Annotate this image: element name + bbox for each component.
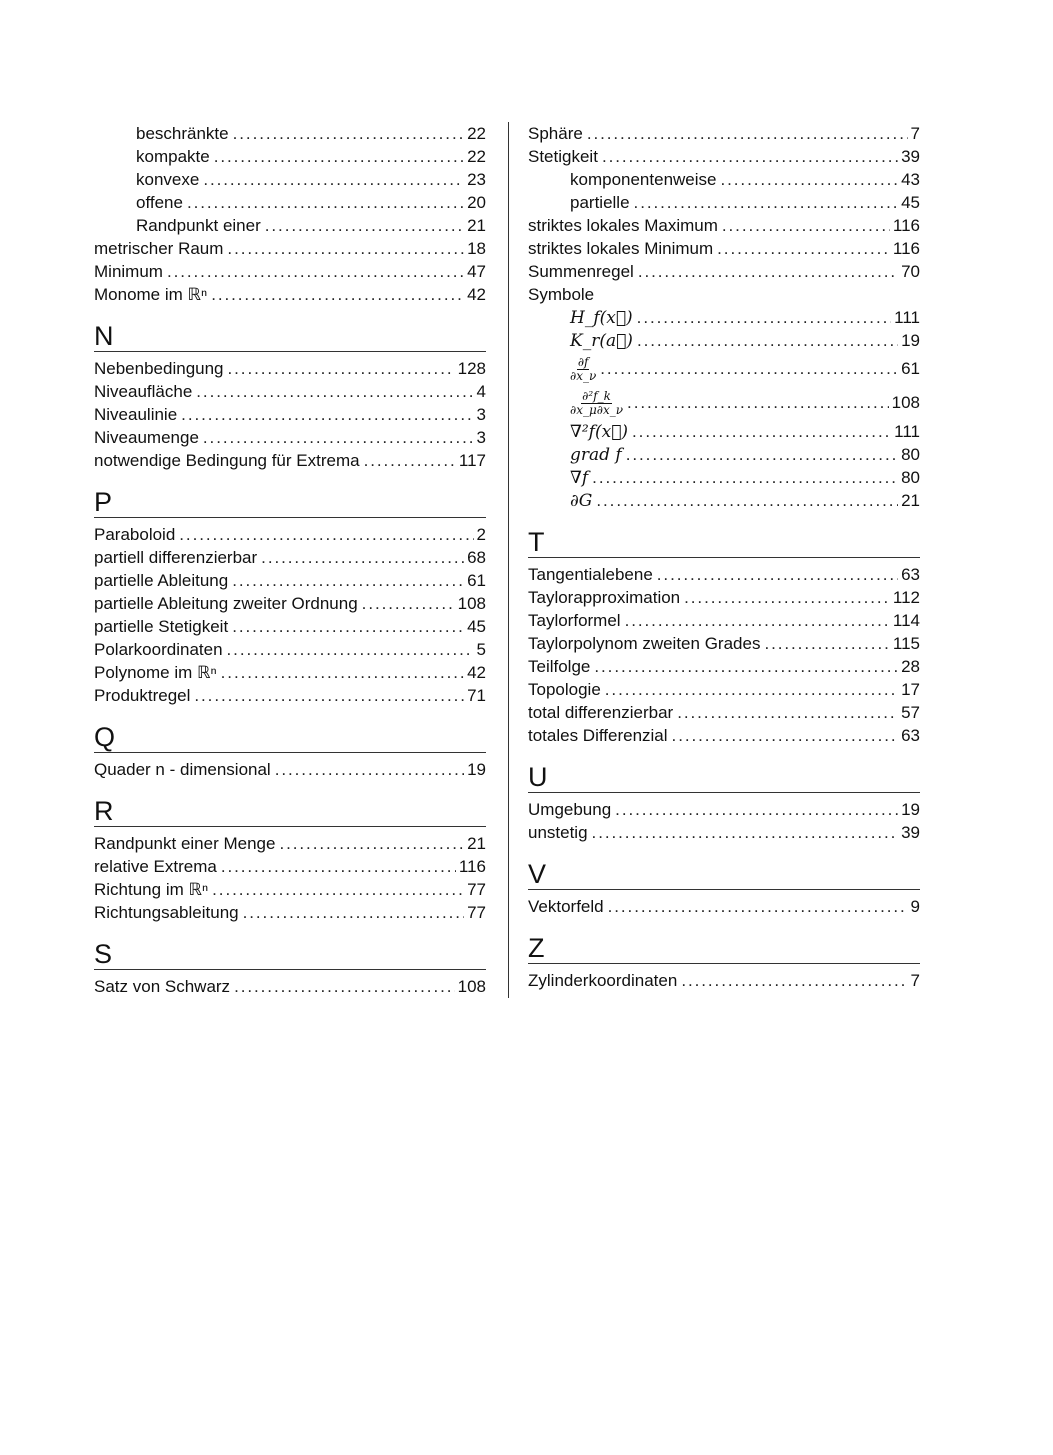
index-entry [94,283,486,306]
index-entry [94,975,486,998]
entry-label: grad f [570,445,622,465]
page-number: 57 [901,703,920,722]
index-entry [94,523,486,546]
entry-label: konvexe [136,170,200,189]
entry-label: partielle Ableitung zweiter Ordnung [94,594,358,613]
page-number: 45 [467,617,486,636]
entry-label: total differenzierbar [528,703,674,722]
index-entry [94,661,486,684]
page-number: 116 [892,239,920,258]
entry-label: offene [136,193,183,212]
entry-label: Stetigkeit [528,147,598,166]
page-number: 42 [467,285,486,304]
page-number: 114 [892,611,920,630]
entry-label: komponentenweise [570,170,717,189]
leader-dots [684,586,890,609]
fraction-numerator: ∂f [577,355,589,370]
entry-label: Vektorfeld [528,897,604,916]
index-column-left [94,122,486,998]
page-number: 7 [910,124,920,143]
entry-label: Summenregel [528,262,634,281]
entry-label: Sphäre [528,124,583,143]
entry-label [570,352,596,386]
entry-label: H_f(x⃗) [570,308,633,328]
page-number: 21 [901,491,920,510]
leader-dots [214,145,464,168]
index-entry [528,895,920,918]
entry-label: Taylorformel [528,611,621,630]
page-number: 115 [892,634,920,653]
index-entry [94,758,486,781]
index-entry [528,563,920,586]
page-number: 108 [457,977,486,996]
page-number: 80 [901,445,920,464]
page-number: 7 [910,971,920,990]
index-entry [94,592,486,615]
section-heading: S [94,936,486,970]
page-number: 63 [901,565,920,584]
index-subentry [528,306,920,329]
leader-dots [362,592,455,615]
index-entry [94,449,486,472]
page-number: 4 [476,382,486,401]
index-entry [94,878,486,901]
entry-label: partielle Ableitung [94,571,229,590]
page-number: 116 [458,857,486,876]
fraction-symbol [570,390,623,417]
entry-label: Teilfolge [528,657,591,676]
entry-label: Minimum [94,262,163,281]
entry-label: Niveaufläche [94,382,193,401]
leader-dots [232,569,464,592]
leader-dots [203,168,464,191]
entry-label: Quader n - dimensional [94,760,271,779]
index-entry [94,237,486,260]
page-number: 71 [467,686,486,705]
fraction-denominator: ∂x_μ∂x_ν [570,403,624,418]
leader-dots [657,563,898,586]
leader-dots [167,260,464,283]
entry-label [570,386,623,420]
entry-label: Taylorapproximation [528,588,681,607]
entry-label: Nebenbedingung [94,359,224,378]
entry-label: Polarkoordinaten [94,640,223,659]
index-entry [528,145,920,168]
leader-dots [234,975,455,998]
leader-dots [608,895,908,918]
page-number: 21 [467,834,486,853]
leader-dots [181,403,473,426]
section-heading: T [528,524,920,558]
entry-label: striktes lokales Maximum [528,216,718,235]
index-entry [94,855,486,878]
entry-label: metrischer Raum [94,239,224,258]
leader-dots [637,306,891,329]
leader-dots [232,615,464,638]
entry-label: totales Differenzial [528,726,668,745]
index-entry [528,655,920,678]
index-entry [94,426,486,449]
leader-dots [638,260,898,283]
entry-label: Monome im ℝⁿ [94,285,208,304]
index-subentry [528,489,920,512]
leader-dots [672,724,899,747]
leader-dots [243,901,464,924]
page-number: 77 [467,903,486,922]
index-column-right [528,122,920,992]
index-subentry [94,122,486,145]
page-number: 45 [901,193,920,212]
leader-dots [221,855,456,878]
leader-dots [627,386,889,420]
leader-dots [637,329,898,352]
page-number: 21 [467,216,486,235]
index-entry [528,632,920,655]
entry-label: Richtungsableitung [94,903,239,922]
leader-dots [605,678,898,701]
leader-dots [681,969,907,992]
leader-dots [203,426,474,449]
leader-dots [228,357,455,380]
page-number: 3 [476,405,486,424]
leader-dots [227,237,464,260]
index-entry [528,821,920,844]
page-number: 23 [467,170,486,189]
page-number: 22 [467,124,486,143]
leader-dots [212,878,464,901]
fraction-denominator: ∂x_ν [570,369,597,384]
entry-label: notwendige Bedingung für Extrema [94,451,360,470]
leader-dots [720,168,898,191]
page-number: 28 [901,657,920,676]
page-number: 116 [892,216,920,235]
leader-dots [194,684,464,707]
section-heading: N [94,318,486,352]
leader-dots [717,237,890,260]
page-number: 80 [901,468,920,487]
index-entry [94,832,486,855]
page-number: 108 [891,393,920,412]
entry-label: Polynome im ℝⁿ [94,663,217,682]
index-entry [94,901,486,924]
index-subentry [528,352,920,386]
page-number: 42 [467,663,486,682]
section-heading: R [94,793,486,827]
page-number: 117 [458,451,486,470]
index-subentry [528,466,920,489]
index-entry [528,724,920,747]
page-number: 111 [894,422,920,441]
leader-dots [602,145,898,168]
leader-dots [594,655,898,678]
index-entry [528,237,920,260]
leader-dots [265,214,464,237]
entry-label: beschränkte [136,124,229,143]
index-entry [94,260,486,283]
page-number: 19 [467,760,486,779]
leader-dots [722,214,890,237]
page-number: 68 [467,548,486,567]
entry-label: Tangentialebene [528,565,653,584]
entry-label: Randpunkt einer [136,216,261,235]
entry-label: Zylinderkoordinaten [528,971,678,990]
leader-dots [221,661,464,684]
index-subentry [528,191,920,214]
page-number: 112 [892,588,920,607]
page-number: 2 [476,525,486,544]
index-entry [94,546,486,569]
index-subentry [528,443,920,466]
page-number: 22 [467,147,486,166]
entry-label: Produktregel [94,686,191,705]
entry-label: relative Extrema [94,857,217,876]
page-number: 77 [467,880,486,899]
entry-label: Randpunkt einer Menge [94,834,276,853]
leader-dots [179,523,473,546]
page-number: 39 [901,147,920,166]
page-number: 9 [910,897,920,916]
leader-dots [196,380,473,403]
page-number: 5 [476,640,486,659]
entry-label: ∂G [570,491,593,511]
page-number: 108 [457,594,486,613]
section-heading: U [528,759,920,793]
index-entry [528,701,920,724]
index-entry [94,615,486,638]
page-number: 128 [457,359,486,378]
page-number: 20 [467,193,486,212]
leader-dots [275,758,464,781]
leader-dots [632,420,891,443]
index-subentry [94,191,486,214]
leader-dots [677,701,898,724]
index-subentry [94,214,486,237]
leader-dots [364,449,456,472]
page-number: 18 [467,239,486,258]
leader-dots [211,283,464,306]
page-number: 61 [467,571,486,590]
fraction-numerator: ∂²f_k [582,389,611,404]
entry-label: Paraboloid [94,525,176,544]
entry-label: Niveaumenge [94,428,199,447]
page-number: 61 [901,359,920,378]
section-heading: Z [528,930,920,964]
leader-dots [587,122,908,145]
index-subentry [528,386,920,420]
leader-dots [626,443,898,466]
index-entry [94,357,486,380]
entry-label: Umgebung [528,800,612,819]
entry-label: striktes lokales Minimum [528,239,714,258]
index-entry [94,684,486,707]
page-number: 43 [901,170,920,189]
page-number: 70 [901,262,920,281]
section-heading: Q [94,719,486,753]
page-number: 19 [901,331,920,350]
index-entry [528,214,920,237]
page-number: 19 [901,800,920,819]
entry-label: Satz von Schwarz [94,977,231,996]
entry-label: ∇²f(x⃗) [570,422,629,442]
index-subentry [94,168,486,191]
index-entry [528,798,920,821]
index-entry [528,122,920,145]
index-entry [528,678,920,701]
leader-dots [233,122,464,145]
index-entry [528,609,920,632]
entry-label: partiell differenzierbar [94,548,258,567]
leader-dots [634,191,899,214]
entry-label: Richtung im ℝⁿ [94,880,209,899]
index-entry [528,260,920,283]
fraction-symbol [570,356,596,383]
section-heading: V [528,856,920,890]
entry-label: ∇f [570,468,589,488]
leader-dots [279,832,464,855]
index-entry [94,638,486,661]
page-number: 111 [894,308,920,327]
leader-dots [227,638,474,661]
section-heading: P [94,484,486,518]
page-number: 39 [901,823,920,842]
page-number: 63 [901,726,920,745]
entry-label: Symbole [528,285,595,304]
column-divider [508,122,509,998]
entry-label: partielle Stetigkeit [94,617,229,636]
index-entry [94,403,486,426]
index-subentry [528,420,920,443]
leader-dots [764,632,889,655]
entry-label: Niveaulinie [94,405,178,424]
index-entry [94,569,486,592]
entry-label: Taylorpolynom zweiten Grades [528,634,761,653]
leader-dots [261,546,464,569]
index-entry [528,969,920,992]
index-subentry [94,145,486,168]
entry-label: K_r(a⃗) [570,331,633,351]
index-subentry [528,329,920,352]
entry-label: kompakte [136,147,210,166]
page-number: 17 [901,680,920,699]
leader-dots [615,798,898,821]
entry-label: partielle [570,193,630,212]
index-entry [528,283,920,306]
leader-dots [592,821,899,844]
index-entry [94,380,486,403]
index-subentry [528,168,920,191]
leader-dots [187,191,464,214]
leader-dots [625,609,890,632]
entry-label: unstetig [528,823,588,842]
leader-dots [592,466,898,489]
entry-label: Topologie [528,680,601,699]
page-number: 47 [467,262,486,281]
index-entry [528,586,920,609]
leader-dots [600,352,898,386]
page-number: 3 [476,428,486,447]
leader-dots [596,489,898,512]
